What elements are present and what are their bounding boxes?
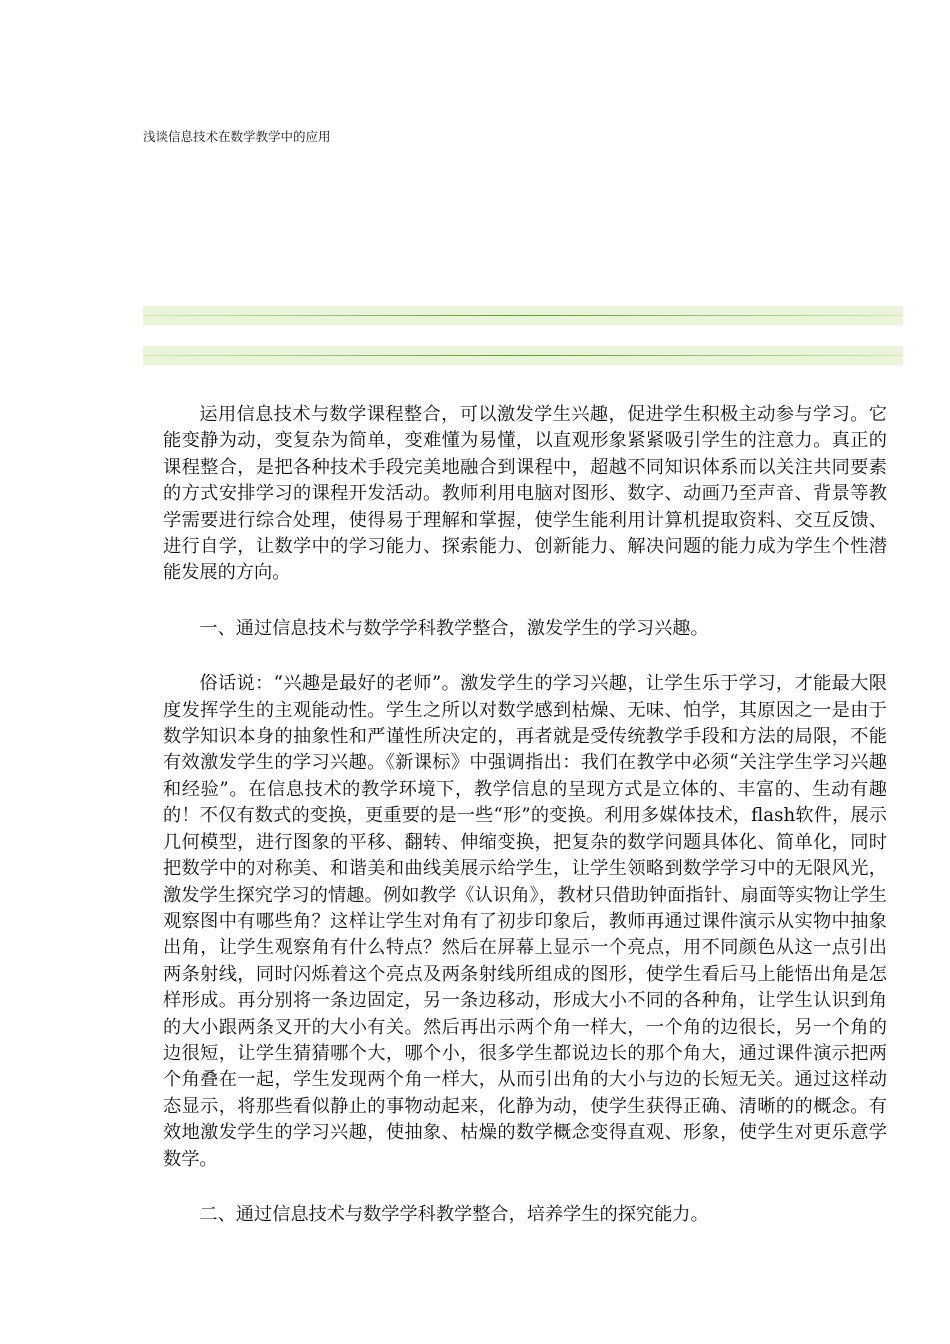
decorative-divider-band	[143, 346, 903, 365]
section-heading-1: 一、通过信息技术与数学学科教学整合，激发学生的学习兴趣。	[199, 617, 709, 639]
decorative-divider-band	[143, 306, 903, 325]
intro-paragraph: 运用信息技术与数学课程整合，可以激发学生兴趣，促进学生积极主动参与学习。它能变静为动，变复杂为简单，变难懂为易懂，以直观形象紧紧吸引学生的注意力。真正的课程整合，是把各种技术手段完美地融合到课程中，超越不同知识体系而以关注共同要素的方式安排学习的课程开发活动。教师利用电脑对图形、数字、动画乃至声音、背景等教学需要进行综合处理，使得易于理解和掌握，使学生能利用计算机提取资料、交互反馈、进行自学，让数学中的学习能力、探索能力、创新能力、解决问题的能力成为学生个性潜能发展的方向。	[163, 404, 887, 584]
section-heading-2: 二、通过信息技术与数学学科教学整合，培养学生的探究能力。	[199, 1203, 709, 1225]
section-1-paragraph: 俗话说：“兴趣是最好的老师”。激发学生的学习兴趣，让学生乐于学习，才能最大限度发挥学生的主观能动性。学生之所以对数学感到枯燥、无味、怕学，其原因之一是由于数学知识本身的抽象性和严谨性所决定的，再者就是受传统教学手段和方法的局限，不能有效激发学生的学习兴趣。《新课标》中强调指出：我们在教学中必须“关注学生学习兴趣和经验”。在信息技术的教学环境下，教学信息的呈现方式是立体的、丰富的、生动有趣的！不仅有数式的变换，更重要的是一些“形”的变换。利用多媒体技术，flash软件，展示几何模型，进行图象的平移、翻转、伸缩变换，把复杂的数学问题具体化、简单化，同时把数学中的对称美、和谐美和曲线美展示给学生，让学生领略到数学学习中的无限风光，激发学生探究学习的情趣。例如教学《认识角》，教材只借助钟面指针、扇面等实物让学生观察图中有哪些角？这样让学生对角有了初步印象后，教师再通过课件演示从实物中抽象出角，让学生观察角有什么特点？然后在屏幕上显示一个亮点，用不同颜色从这一点引出两条射线，同时闪烁着这个亮点及两条射线所组成的图形，使学生看后马上能悟出角是怎样形成。再分别将一条边固定，另一条边移动，形成大小不同的各种角，让学生认识到角的大小跟两条叉开的大小有关。然后再出示两个角一样大，一个角的边很长，另一个角的边很短，让学生猜猜哪个大，哪个小，很多学生都说边长的那个角大，通过课件演示把两个角叠在一起，学生发现两个角一样大，从而引出角的大小与边的长短无关。通过这样动态显示，将那些看似静止的事物动起来，化静为动，使学生获得正确、清晰的的概念。有效地激发学生的学习兴趣，使抽象、枯燥的数学概念变得直观、形象，使学生对更乐意学数学。	[163, 673, 887, 1170]
document-body	[163, 402, 887, 1228]
divider-line	[143, 315, 903, 316]
document-title: 浅谈信息技术在数学教学中的应用	[143, 129, 331, 144]
divider-line	[143, 355, 903, 356]
